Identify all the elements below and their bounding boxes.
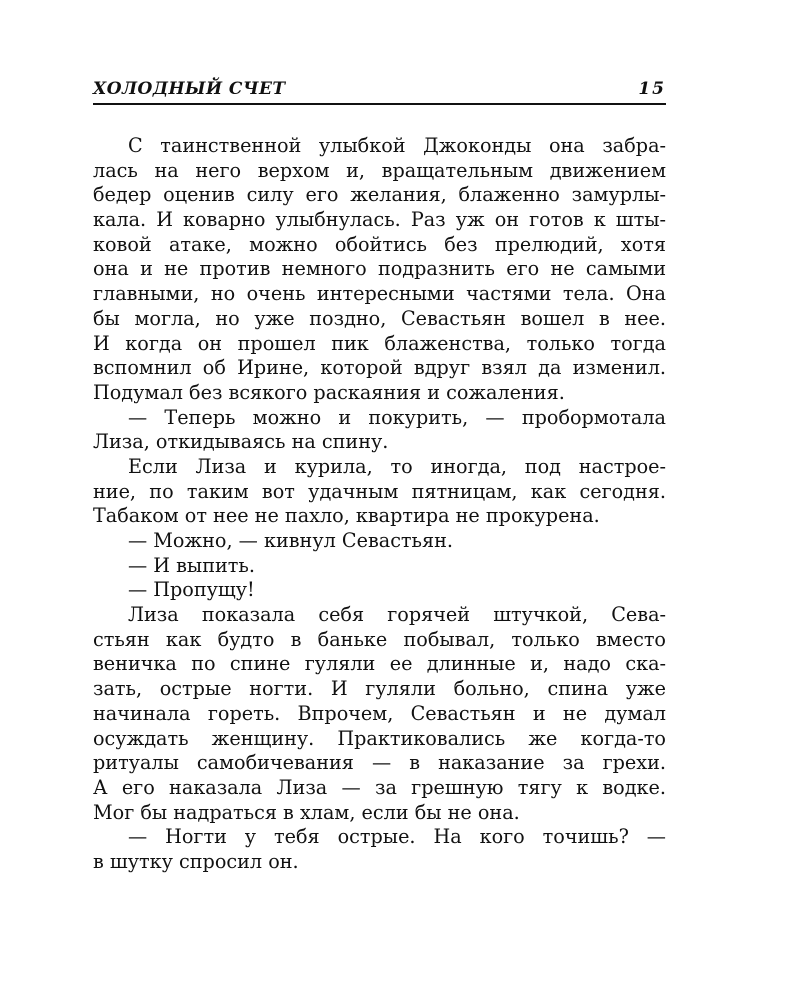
text-line: Лиза показала себя горячей штучкой, Сева-	[128, 603, 666, 627]
text-line: — И выпить.	[128, 553, 255, 577]
text-line: начинала гореть. Впрочем, Севастьян и не думал	[93, 701, 666, 725]
text-line: главными, но очень интересными частями тела. Она	[93, 282, 666, 306]
text-line: осуждать женщину. Практиковались же когда-то	[93, 726, 666, 750]
text-line: кала. И коварно улыбнулась. Раз уж он готов к шты-	[93, 208, 666, 232]
page-number: 15	[638, 79, 666, 99]
text-line: зать, острые ногти. И гуляли больно, спина уже	[93, 677, 666, 701]
text-line: — Теперь можно и покурить, — пробормотала	[128, 405, 666, 429]
text-line: ние, по таким вот удачным пятницам, как сегодня.	[93, 479, 666, 503]
text-line: — Ногти у тебя острые. На кого точишь? —	[128, 825, 666, 849]
text-line: она и не против немного подразнить его не самыми	[93, 257, 666, 281]
text-line: — Пропущу!	[128, 578, 255, 602]
header-rule	[93, 103, 666, 105]
text-line: Табаком от нее не пахло, квартира не прокурена.	[93, 504, 600, 528]
text-line: — Можно, — кивнул Севастьян.	[128, 529, 453, 552]
text-line: веничка по спине гуляли ее длинные и, надо ска-	[93, 652, 666, 676]
text-line: Подумал без всякого раскаяния и сожаления.	[93, 380, 565, 404]
text-line: вспомнил об Ирине, которой вдруг взял да изменил.	[93, 356, 666, 380]
text-line: Если Лиза и курила, то иногда, под настрое-	[128, 454, 666, 478]
text-line: А его наказала Лиза — за грешную тягу к водке.	[93, 775, 666, 799]
body-text	[93, 134, 666, 875]
text-line: Мог бы надраться в хлам, если бы не она.	[93, 800, 520, 824]
running-title: ХОЛОДНЫЙ СЧЕТ	[93, 79, 286, 99]
running-header	[93, 79, 666, 105]
text-line: стьян как будто в баньке побывал, только вместо	[93, 627, 666, 651]
text-line: Лиза, откидываясь на спину.	[93, 430, 389, 454]
text-line: бы могла, но уже поздно, Севастьян вошел в нее.	[93, 306, 666, 330]
text-line: в шутку спросил он.	[93, 849, 299, 873]
text-line: ковой атаке, можно обойтись без прелюдий, хотя	[93, 232, 666, 256]
text-line: С таинственной улыбкой Джоконды она забра-	[128, 134, 666, 157]
text-line: бедер оценив силу его желания, блаженно замурлы-	[93, 183, 666, 207]
text-line: ритуалы самобичевания — в наказание за грехи.	[93, 751, 666, 775]
text-line: лась на него верхом и, вращательным движением	[93, 158, 666, 182]
text-line: И когда он прошел пик блаженства, только тогда	[93, 331, 666, 355]
